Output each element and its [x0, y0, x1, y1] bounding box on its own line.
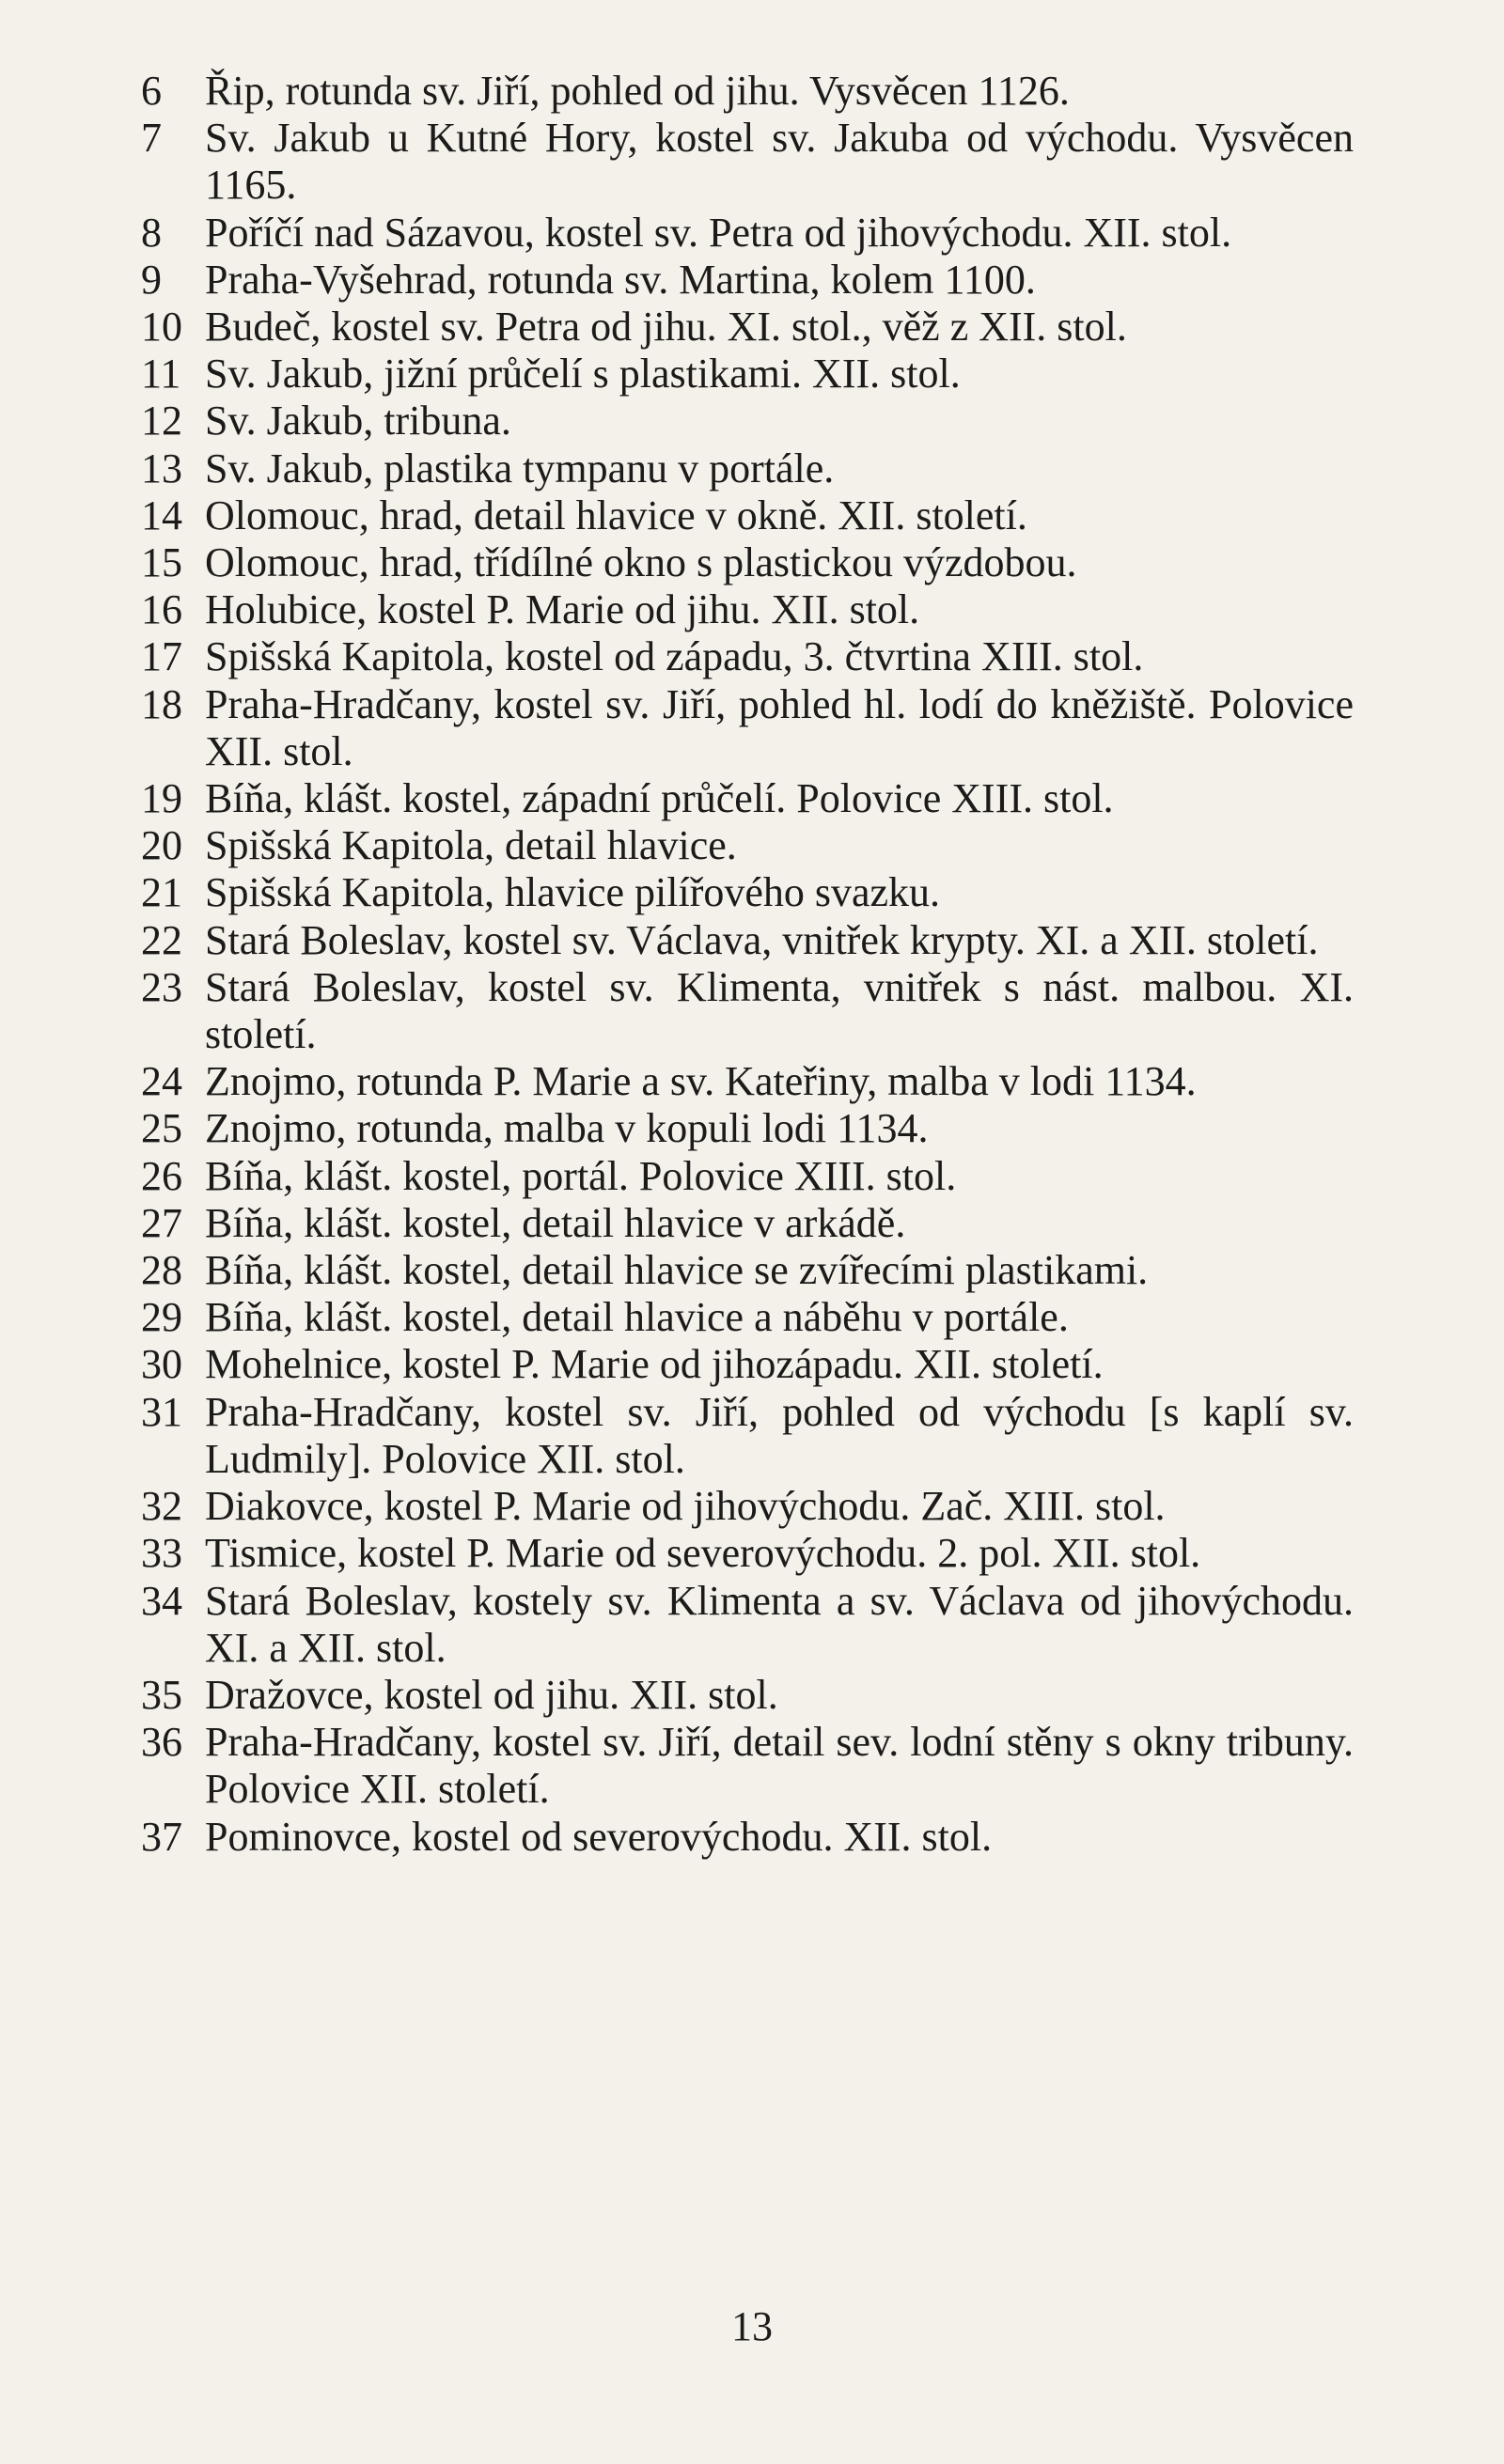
- list-item: [141, 210, 1354, 257]
- entry-number: 34: [141, 1577, 182, 1624]
- list-item: [141, 1247, 1354, 1294]
- entry-text: Sv. Jakub, tribuna.: [205, 398, 511, 444]
- entry-number: 11: [141, 351, 181, 398]
- entry-text: Bíňa, klášt. kostel, detail hlavice a náběhu v portále.: [205, 1294, 1069, 1341]
- entry-number: 22: [141, 916, 182, 963]
- entry-text: Budeč, kostel sv. Petra od jihu. XI. stol., věž z XII. stol.: [205, 304, 1127, 351]
- list-item: [141, 1530, 1354, 1577]
- entry-number: 21: [141, 869, 182, 916]
- list-item: [141, 398, 1354, 444]
- entry-text: Řip, rotunda sv. Jiří, pohled od jihu. Vysvěcen 1126.: [205, 68, 1070, 114]
- entry-number: 24: [141, 1058, 182, 1105]
- entry-text: Bíňa, klášt. kostel, západní průčelí. Polovice XIII. stol.: [205, 775, 1114, 822]
- entry-text: Znojmo, rotunda P. Marie a sv. Kateřiny, malba v lodi 1134.: [205, 1058, 1197, 1105]
- list-item: [141, 1578, 1354, 1672]
- list-item: [141, 1058, 1354, 1105]
- entry-number: 8: [141, 209, 162, 256]
- entry-number: 19: [141, 775, 182, 822]
- list-item: [141, 822, 1354, 869]
- entry-text: Praha-Hradčany, kostel sv. Jiří, pohled hl. lodí do kněžiště. Polovice XII. stol.: [205, 680, 1354, 774]
- entry-number: 35: [141, 1671, 182, 1718]
- entry-number: 12: [141, 398, 182, 444]
- list-item: [141, 492, 1354, 539]
- entry-text: Olomouc, hrad, třídílné okno s plastickou výzdobou.: [205, 539, 1077, 586]
- entry-number: 32: [141, 1483, 182, 1530]
- entry-text: Tismice, kostel P. Marie od severovýchodu. 2. pol. XII. stol.: [205, 1530, 1201, 1577]
- list-item: [141, 1672, 1354, 1719]
- entry-text: Praha-Vyšehrad, rotunda sv. Martina, kolem 1100.: [205, 256, 1036, 303]
- entry-number: 26: [141, 1152, 182, 1199]
- list-item: [141, 1719, 1354, 1813]
- entry-text: Sv. Jakub, jižní průčelí s plastikami. XII. stol.: [205, 351, 961, 398]
- entry-number: 7: [141, 115, 162, 162]
- list-item: [141, 775, 1354, 822]
- page-number: 13: [731, 2303, 773, 2349]
- entry-text: Spišská Kapitola, hlavice pilířového svazku.: [205, 869, 941, 916]
- list-item: [141, 445, 1354, 492]
- list-item: [141, 1341, 1354, 1388]
- entry-text: Stará Boleslav, kostel sv. Klimenta, vnitřek s nást. malbou. XI. století.: [205, 963, 1354, 1058]
- list-item: [141, 1105, 1354, 1152]
- entry-number: 16: [141, 586, 182, 633]
- entry-text: Poříčí nad Sázavou, kostel sv. Petra od jihovýchodu. XII. stol.: [205, 209, 1232, 256]
- list-item: [141, 633, 1354, 680]
- list-item: [141, 681, 1354, 775]
- entry-text: Sv. Jakub u Kutné Hory, kostel sv. Jakuba od východu. Vysvěcen 1165.: [205, 115, 1354, 209]
- entry-text: Bíňa, klášt. kostel, detail hlavice v arkádě.: [205, 1199, 906, 1246]
- list-item: [141, 539, 1354, 586]
- entry-text: Mohelnice, kostel P. Marie od jihozápadu. XII. století.: [205, 1341, 1104, 1388]
- entry-text: Praha-Hradčany, kostel sv. Jiří, detail sev. lodní stěny s okny tribuny. Polovice XII. století.: [205, 1719, 1354, 1813]
- illustration-list: [141, 68, 1354, 1861]
- entry-text: Spišská Kapitola, kostel od západu, 3. čtvrtina XIII. stol.: [205, 633, 1144, 680]
- entry-number: 9: [141, 256, 162, 303]
- entry-text: Stará Boleslav, kostel sv. Václava, vnitřek krypty. XI. a XII. století.: [205, 916, 1319, 963]
- entry-text: Stará Boleslav, kostely sv. Klimenta a sv. Václava od jihovýchodu. XI. a XII. stol.: [205, 1577, 1354, 1671]
- list-item: [141, 1389, 1354, 1483]
- entry-text: Olomouc, hrad, detail hlavice v okně. XII. století.: [205, 491, 1027, 538]
- entry-number: 36: [141, 1719, 182, 1766]
- entry-number: 28: [141, 1247, 182, 1294]
- list-item: [141, 964, 1354, 1058]
- entry-text: Praha-Hradčany, kostel sv. Jiří, pohled od východu [s kaplí sv. Ludmily]. Polovice XII. stol.: [205, 1388, 1354, 1482]
- entry-number: 18: [141, 680, 182, 727]
- entry-text: Diakovce, kostel P. Marie od jihovýchodu. Zač. XIII. stol.: [205, 1483, 1166, 1530]
- list-item: [141, 1814, 1354, 1861]
- entry-text: Bíňa, klášt. kostel, portál. Polovice XIII. stol.: [205, 1152, 957, 1199]
- entry-text: Pominovce, kostel od severovýchodu. XII. stol.: [205, 1813, 993, 1860]
- list-item: [141, 351, 1354, 398]
- entry-number: 15: [141, 539, 182, 586]
- entry-number: 29: [141, 1294, 182, 1341]
- list-item: [141, 1483, 1354, 1530]
- entry-number: 13: [141, 444, 182, 491]
- entry-number: 23: [141, 963, 182, 1010]
- entry-number: 20: [141, 822, 182, 869]
- entry-number: 37: [141, 1813, 182, 1860]
- list-item: [141, 869, 1354, 916]
- list-item: [141, 1153, 1354, 1200]
- entry-text: Dražovce, kostel od jihu. XII. stol.: [205, 1671, 778, 1718]
- entry-number: 25: [141, 1105, 182, 1152]
- entry-number: 33: [141, 1530, 182, 1577]
- entry-number: 14: [141, 491, 182, 538]
- entry-number: 17: [141, 633, 182, 680]
- entry-number: 6: [141, 68, 162, 114]
- entry-number: 27: [141, 1199, 182, 1246]
- list-item: [141, 304, 1354, 351]
- entry-text: Znojmo, rotunda, malba v kopuli lodi 1134.: [205, 1105, 929, 1152]
- list-item: [141, 68, 1354, 115]
- entry-text: Sv. Jakub, plastika tympanu v portále.: [205, 444, 835, 491]
- list-item: [141, 115, 1354, 209]
- list-item: [141, 917, 1354, 964]
- entry-text: Spišská Kapitola, detail hlavice.: [205, 822, 737, 869]
- list-item: [141, 257, 1354, 304]
- entry-number: 31: [141, 1388, 182, 1435]
- entry-number: 10: [141, 304, 182, 351]
- list-item: [141, 1294, 1354, 1341]
- list-item: [141, 586, 1354, 633]
- entry-number: 30: [141, 1341, 182, 1388]
- entry-text: Bíňa, klášt. kostel, detail hlavice se zvířecími plastikami.: [205, 1247, 1149, 1294]
- list-item: [141, 1200, 1354, 1247]
- entry-text: Holubice, kostel P. Marie od jihu. XII. stol.: [205, 586, 920, 633]
